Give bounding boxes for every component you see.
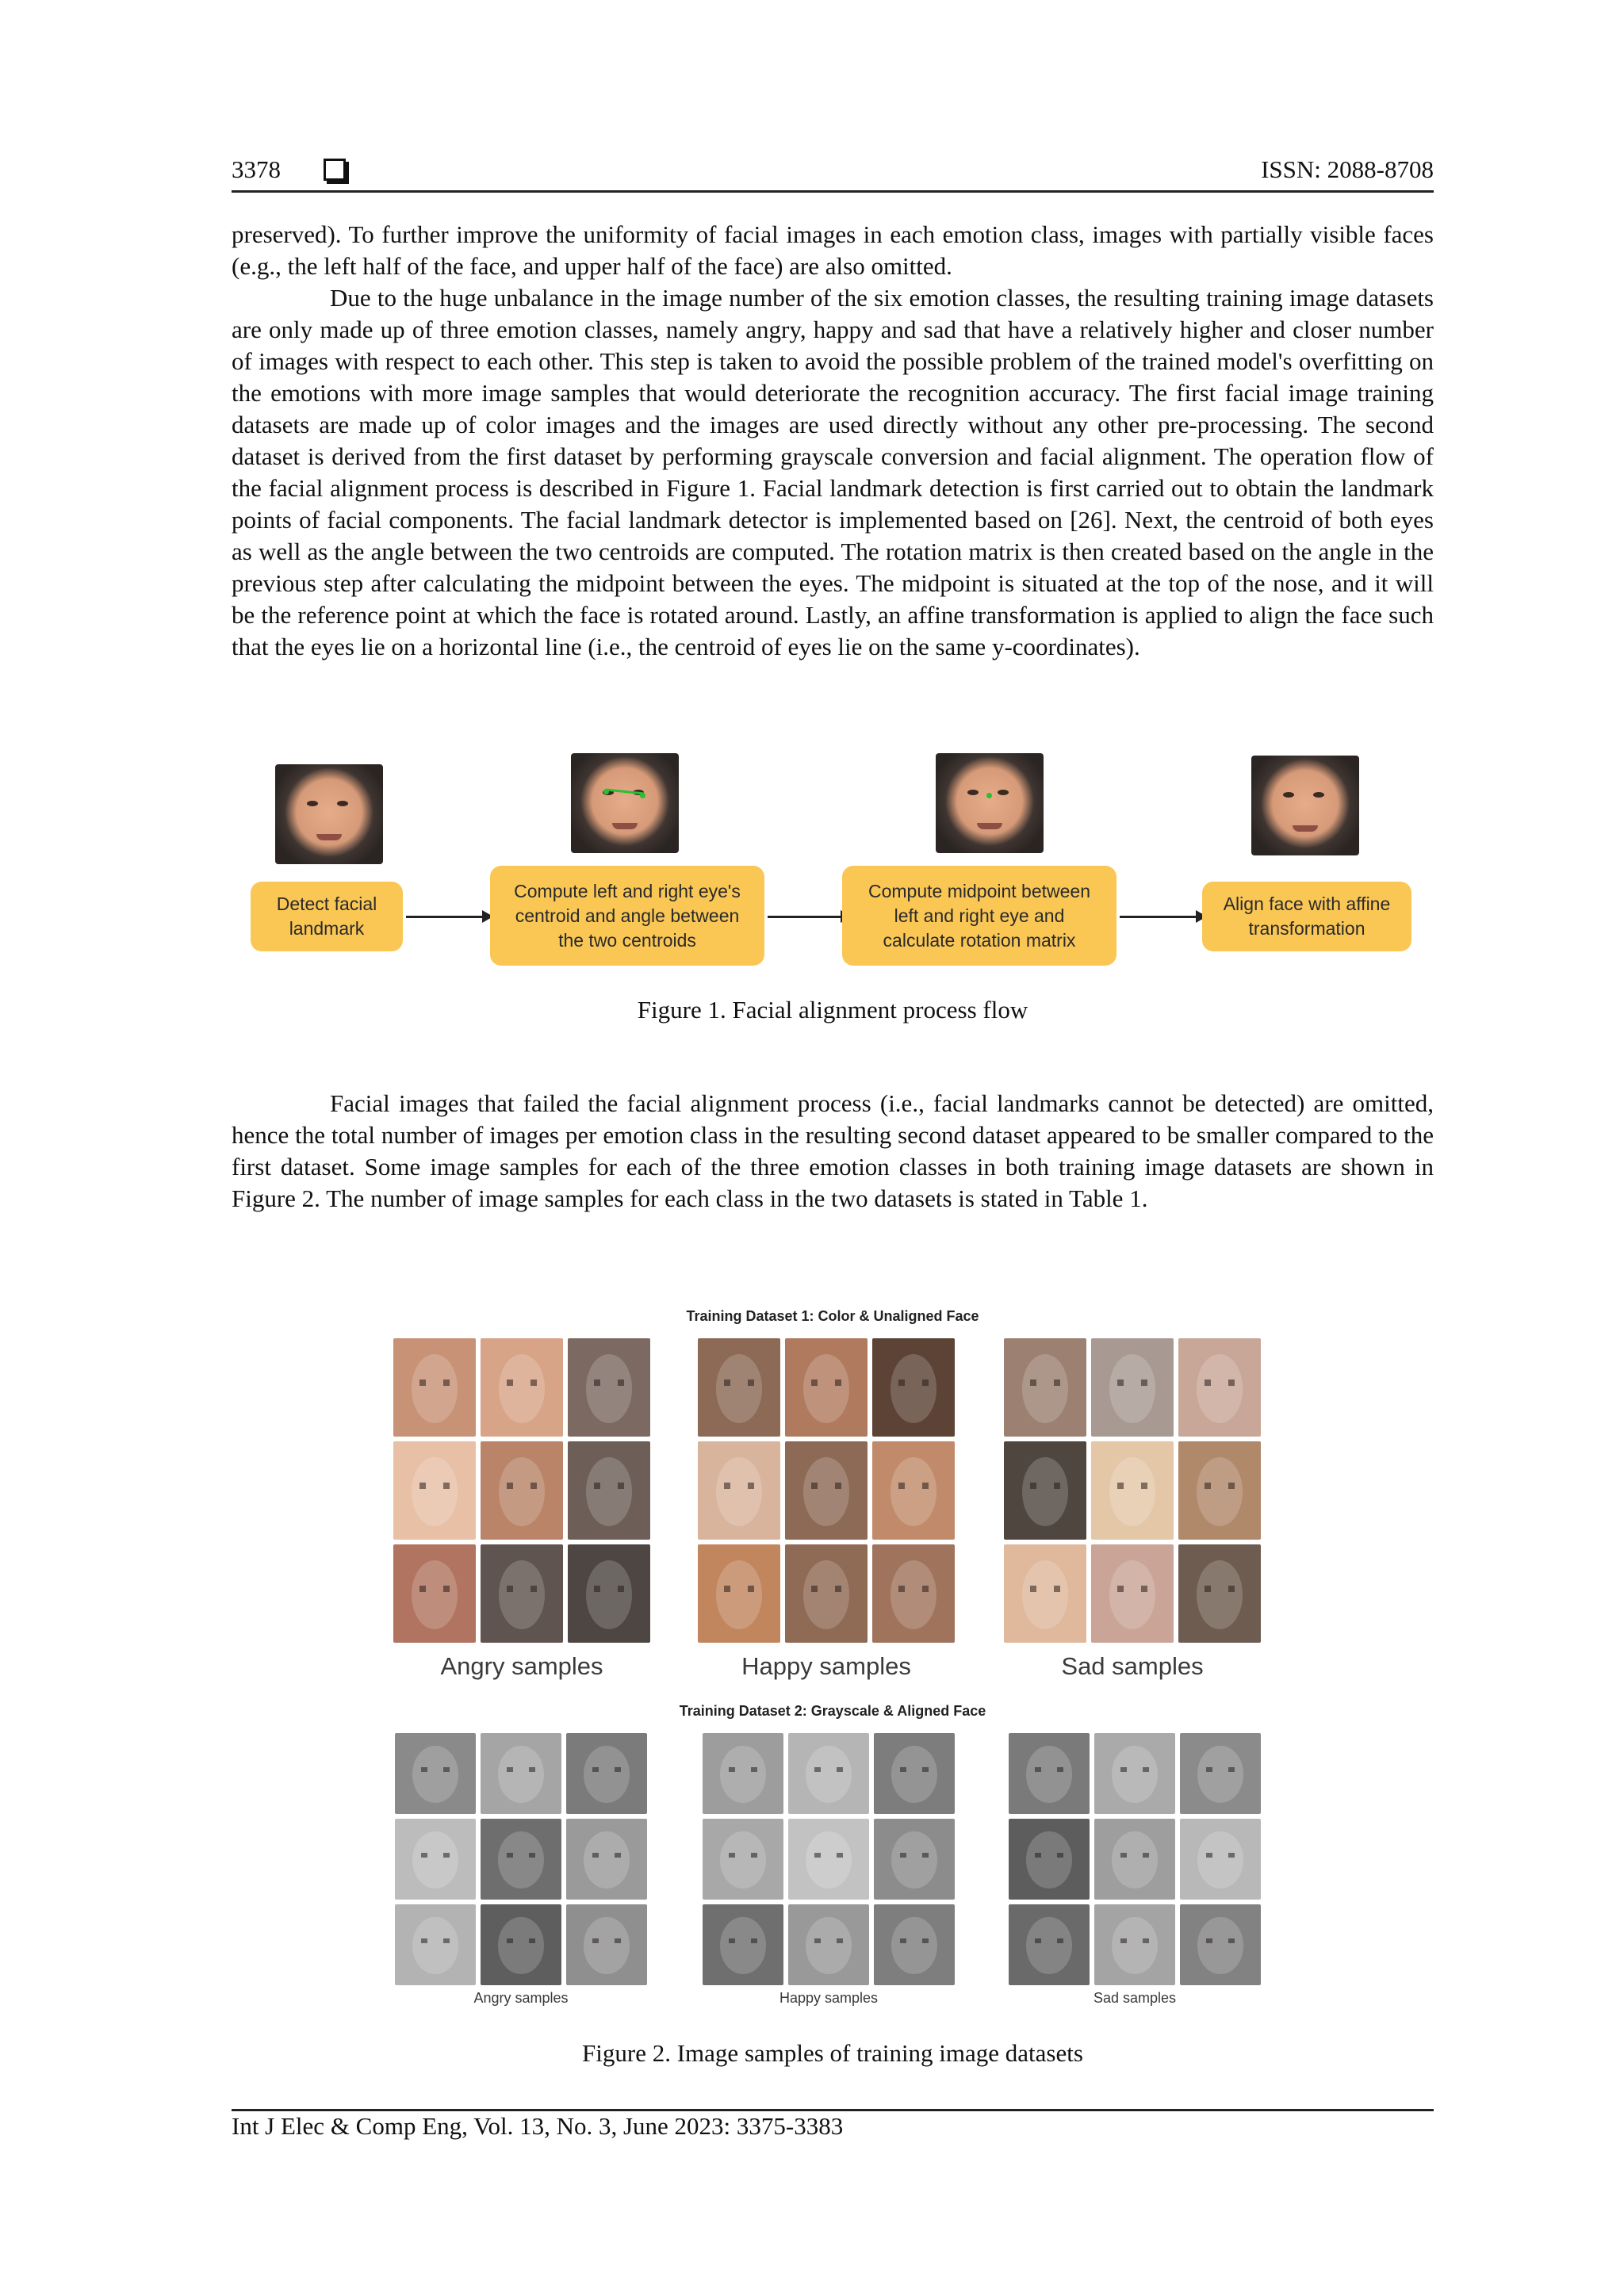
sad-sample-face	[1180, 1904, 1261, 1985]
square-bullet-icon	[324, 159, 346, 181]
happy-sample-face	[788, 1733, 869, 1814]
dataset-2-angry-label: Angry samples	[473, 1990, 569, 2006]
happy-sample-face	[788, 1819, 869, 1900]
sad-sample-face	[1180, 1819, 1261, 1900]
face-photo-landmarks	[571, 753, 679, 853]
happy-sample-face	[788, 1904, 869, 1985]
sad-sample-face	[1009, 1733, 1090, 1814]
dataset-1-happy-label: Happy samples	[741, 1652, 911, 1680]
face-photo-midpoint	[936, 753, 1044, 853]
sad-sample-face	[1178, 1544, 1261, 1643]
happy-sample-face	[785, 1338, 868, 1437]
happy-sample-face	[874, 1904, 955, 1985]
sad-sample-face	[1094, 1904, 1175, 1985]
dataset-2-sad-label: Sad samples	[1093, 1990, 1177, 2006]
dataset-2-sad-grid	[1009, 1733, 1261, 1985]
paragraph-dataset-description: Due to the huge unbalance in the image number of the six emotion classes, the resulting training image datasets are only made up of three emotion classes, namely angry, happy and sad that have a relatively higher and closer number of images with respect to each other. This step is taken to avoid the possible problem of the trained model's overfitting on the emotions with more image samples that would deteriorate the recognition accuracy. The first facial image training datasets are made up of color images and the images are used directly without any other pre-processing. The second dataset is derived from the first dataset by performing grayscale conversion and facial alignment. The operation flow of the facial alignment process is described in Figure 1. Facial landmark detection is first carried out to obtain the landmark points of facial components. The facial landmark detector is implemented based on [26]. Next, the centroid of both eyes as well as the angle between the two centroids are computed. The rotation matrix is then created based on the angle in the previous step after calculating the midpoint between the eyes. The midpoint is situated at the top of the nose, and it will be the reference point at which the face is rotated around. Lastly, an affine transformation is applied to align the face such that the eyes lie on a horizontal line (i.e., the centroid of eyes lie on the same y-coordinates).	[232, 284, 1434, 660]
dataset-1-sad-grid	[1004, 1338, 1261, 1643]
angry-sample-face	[481, 1441, 563, 1540]
happy-sample-face	[785, 1544, 868, 1643]
dataset-1-title: Training Dataset 1: Color & Unaligned Face	[686, 1308, 979, 1324]
step-label: Compute midpoint between left and right eye and calculate rotation matrix	[868, 880, 1090, 951]
angry-sample-face	[393, 1441, 476, 1540]
sad-sample-face	[1178, 1441, 1261, 1540]
dataset-2-happy-label: Happy samples	[779, 1990, 879, 2006]
step-detect-landmark	[251, 882, 403, 951]
body-text-top	[232, 219, 1434, 663]
sad-sample-face	[1091, 1338, 1174, 1437]
angry-sample-face	[481, 1819, 561, 1900]
page-number: 3378	[232, 155, 281, 183]
page-header	[232, 155, 1434, 193]
arrow-right-icon	[406, 916, 492, 918]
dataset-1-angry-label: Angry samples	[440, 1652, 603, 1680]
footer-citation: Int J Elec & Comp Eng, Vol. 13, No. 3, June 2023: 3375-3383	[232, 2112, 844, 2140]
step-label: Compute left and right eye's centroid and angle between the two centroids	[514, 880, 741, 951]
angry-sample-face	[393, 1544, 476, 1643]
happy-sample-face	[698, 1544, 780, 1643]
happy-sample-face	[698, 1441, 780, 1540]
step-label: Align face with affine transformation	[1223, 894, 1391, 939]
step-affine-transform	[1202, 882, 1411, 951]
sad-sample-face	[1094, 1819, 1175, 1900]
dataset-2-title: Training Dataset 2: Grayscale & Aligned Face	[679, 1703, 986, 1719]
happy-sample-face	[874, 1733, 955, 1814]
body-text-middle	[232, 1088, 1434, 1215]
angry-sample-face	[395, 1733, 476, 1814]
happy-sample-face	[703, 1819, 783, 1900]
sad-sample-face	[1004, 1441, 1086, 1540]
sad-sample-face	[1009, 1904, 1090, 1985]
angry-sample-face	[481, 1544, 563, 1643]
dataset-2-happy-grid	[703, 1733, 955, 1985]
sad-sample-face	[1009, 1819, 1090, 1900]
footer-rule	[232, 2109, 1434, 2111]
figure-2	[389, 1307, 1277, 2011]
figure-1-caption: Figure 1. Facial alignment process flow	[637, 996, 1028, 1024]
angry-sample-face	[395, 1904, 476, 1985]
happy-sample-face	[872, 1544, 955, 1643]
angry-sample-face	[481, 1733, 561, 1814]
dataset-1-angry-grid	[393, 1338, 650, 1643]
figure-1	[246, 745, 1419, 975]
step-label: Detect facial landmark	[276, 894, 377, 939]
figure-2-caption: Figure 2. Image samples of training image datasets	[582, 2039, 1083, 2067]
sad-sample-face	[1004, 1338, 1086, 1437]
angry-sample-face	[481, 1338, 563, 1437]
happy-sample-face	[872, 1338, 955, 1437]
angry-sample-face	[395, 1819, 476, 1900]
happy-sample-face	[703, 1904, 783, 1985]
face-photo-original	[275, 764, 383, 864]
angry-sample-face	[568, 1338, 650, 1437]
paragraph-failed-alignment: Facial images that failed the facial alignment process (i.e., facial landmarks cannot be detected) are omitted, hence the total number of images per emotion class in the resulting second dataset appeared to be smaller compared to the first dataset. Some image samples for each of the three emotion classes in both training image datasets are shown in Figure 2. The number of image samples for each class in the two datasets is stated in Table 1.	[232, 1089, 1434, 1212]
happy-sample-face	[785, 1441, 868, 1540]
sad-sample-face	[1091, 1544, 1174, 1643]
dataset-1-happy-grid	[698, 1338, 955, 1643]
happy-sample-face	[703, 1733, 783, 1814]
sad-sample-face	[1004, 1544, 1086, 1643]
paragraph-continuation: preserved). To further improve the uniformity of facial images in each emotion class, images with partially visible faces (e.g., the left half of the face, and upper half of the face) are also omitted.	[232, 220, 1434, 280]
dataset-1-sad-label: Sad samples	[1061, 1652, 1204, 1680]
sad-sample-face	[1094, 1733, 1175, 1814]
step-compute-centroids	[490, 866, 764, 966]
step-rotation-matrix	[842, 866, 1116, 966]
angry-sample-face	[566, 1819, 647, 1900]
happy-sample-face	[874, 1819, 955, 1900]
angry-sample-face	[568, 1441, 650, 1540]
sad-sample-face	[1091, 1441, 1174, 1540]
face-photo-aligned	[1251, 756, 1359, 855]
dataset-2-angry-grid	[395, 1733, 647, 1985]
happy-sample-face	[698, 1338, 780, 1437]
arrow-right-icon	[1120, 916, 1205, 918]
sad-sample-face	[1180, 1733, 1261, 1814]
arrow-right-icon	[768, 916, 850, 918]
angry-sample-face	[568, 1544, 650, 1643]
angry-sample-face	[393, 1338, 476, 1437]
angry-sample-face	[481, 1904, 561, 1985]
issn: ISSN: 2088-8708	[1261, 155, 1434, 183]
angry-sample-face	[566, 1733, 647, 1814]
happy-sample-face	[872, 1441, 955, 1540]
sad-sample-face	[1178, 1338, 1261, 1437]
angry-sample-face	[566, 1904, 647, 1985]
